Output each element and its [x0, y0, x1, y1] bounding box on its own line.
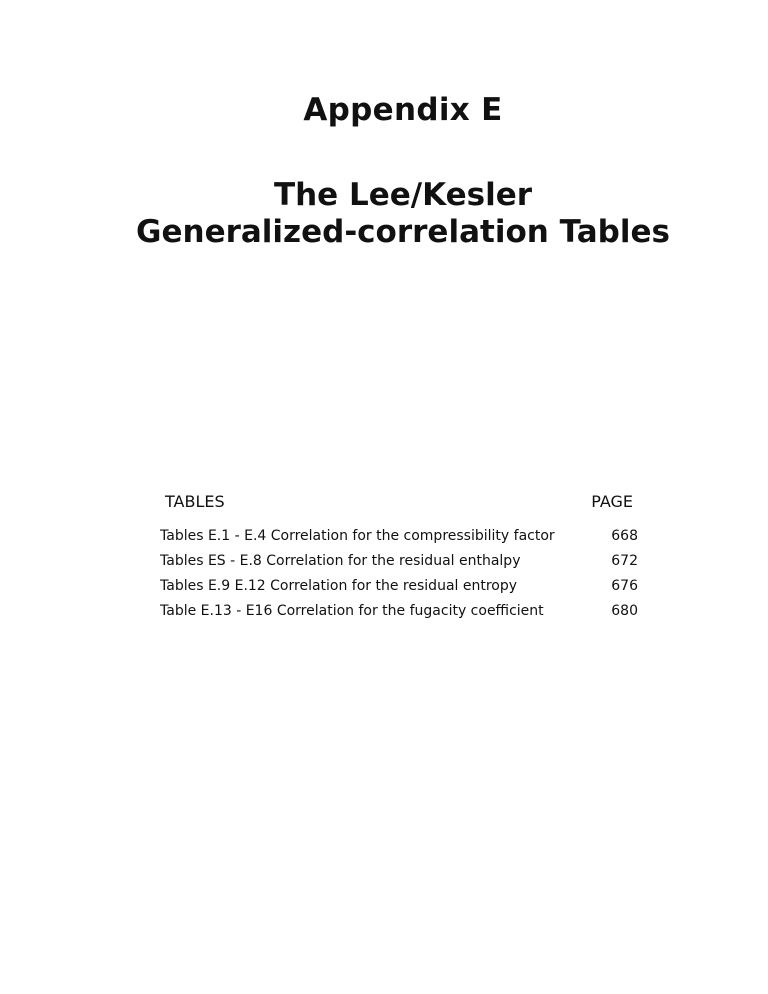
- toc-row-description: Tables E.1 - E.4 Correlation for the compressibility factor: [160, 528, 555, 544]
- toc-row-page: 676: [611, 578, 638, 594]
- toc-row-description: Table E.13 - E16 Correlation for the fugacity coefficient: [160, 603, 544, 619]
- toc-row-description: Tables ES - E.8 Correlation for the residual enthalpy: [160, 553, 521, 569]
- toc-header-page: PAGE: [591, 492, 633, 511]
- toc-header-tables: TABLES: [165, 492, 225, 511]
- toc-row: [160, 553, 640, 578]
- toc-row-page: 680: [611, 603, 638, 619]
- title-line-1: The Lee/Kesler: [273, 177, 533, 213]
- toc-row: [160, 578, 640, 603]
- appendix-label: Appendix E: [303, 92, 503, 128]
- toc-header: [160, 490, 640, 520]
- toc-row: [160, 528, 640, 553]
- toc-row-page: 668: [611, 528, 638, 544]
- title-line-2: Generalized-correlation Tables: [136, 214, 670, 250]
- toc-row-description: Tables E.9 E.12 Correlation for the residual entropy: [160, 578, 518, 594]
- toc-rows: [160, 528, 640, 628]
- toc-row: [160, 603, 640, 628]
- toc-row-page: 672: [611, 553, 638, 569]
- table-of-contents: [160, 490, 640, 628]
